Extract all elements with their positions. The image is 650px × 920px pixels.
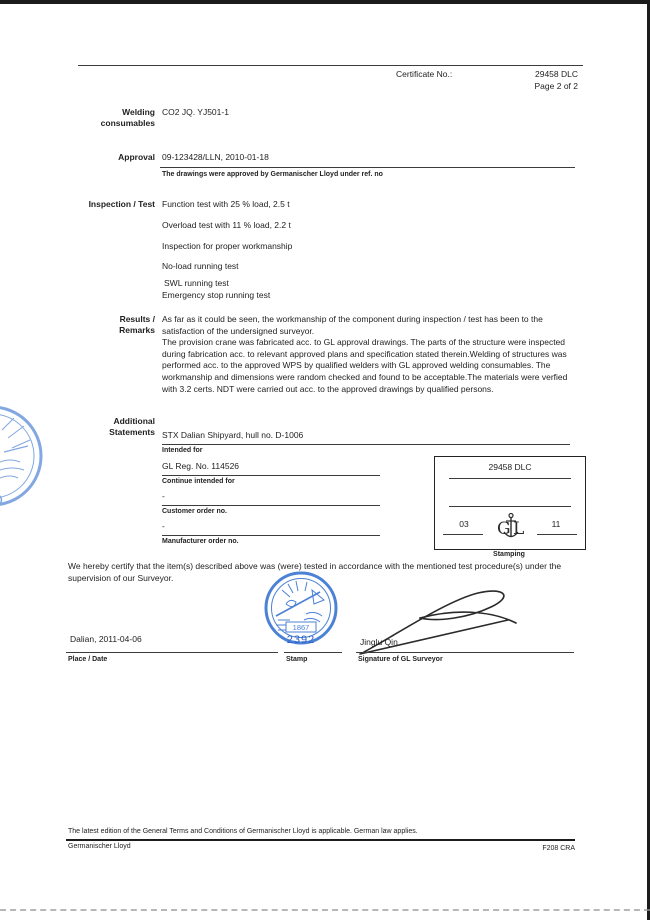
- surveyor-name: Jinglu Qin: [360, 637, 398, 647]
- place-date-line: [66, 652, 278, 653]
- left-partial-seal-stamp: [0, 400, 52, 512]
- svg-text:G: G: [497, 519, 511, 539]
- signature-label: Signature of GL Surveyor: [358, 656, 443, 663]
- additional-label-line2: Statements: [109, 427, 155, 437]
- stamping-box-line: [449, 478, 571, 479]
- footer-form-code: F208 CRA: [542, 845, 575, 852]
- inspection-item: Overload test with 11 % load, 2.2 t: [162, 220, 291, 230]
- approval-note: The drawings were approved by Germanischer Lloyd under ref. no: [162, 171, 383, 178]
- field-label-continue-intended-for: Continue intended for: [162, 478, 235, 485]
- page-info: Page 2 of 2: [534, 81, 578, 91]
- inspection-item: SWL running test: [164, 278, 229, 288]
- svg-text:L: L: [513, 519, 525, 539]
- place-date-label: Place / Date: [68, 656, 108, 663]
- scan-border-top: [0, 0, 650, 4]
- approval-label: Approval: [118, 152, 155, 162]
- field-underline: [162, 535, 380, 536]
- welding-label-line2: consumables: [100, 118, 155, 128]
- results-label-line1: Results /: [119, 314, 155, 324]
- scan-artifact-bottom-line: [0, 909, 650, 911]
- certify-statement: We hereby certify that the item(s) described above was (were) tested in accordance with the mentioned test procedure(s) under the supervision of our Surveyor.: [68, 561, 562, 583]
- stamping-box-left-value: 03: [459, 519, 469, 529]
- inspection-item: Inspection for proper workmanship: [162, 241, 293, 251]
- field-underline: [162, 505, 380, 506]
- field-underline: [162, 444, 570, 445]
- welding-label-line1: Welding: [122, 107, 155, 117]
- field-label-manufacturer-order: Manufacturer order no.: [162, 538, 239, 545]
- stamp-year-text: 1867: [292, 623, 310, 632]
- field-value-intended-for: STX Dalian Shipyard, hull no. D-1006: [162, 430, 304, 440]
- header-rule: [78, 65, 583, 66]
- inspection-item: Emergency stop running test: [162, 290, 271, 300]
- field-underline: [162, 475, 380, 476]
- results-paragraph-2: The provision crane was fabricated acc. to GL approval drawings. The parts of the structure were inspected during fabrication acc. to relevant approved plans and specification stated therein.Welding of structures was performed acc. to the approved WPS by qualified welders with GL approved welding consumables. The workmanship and dimensions were random checked and found to be acceptable.The materials were verfied with 3.2 certs. NDT were carried out acc. to the approved drawings by qualified persons.: [162, 337, 568, 394]
- stamp-line: [284, 652, 342, 653]
- stamping-box-line: [449, 506, 571, 507]
- inspection-item: No-load running test: [162, 261, 239, 271]
- stamping-box-caption: Stamping: [493, 551, 525, 558]
- field-value-manufacturer-order: -: [162, 521, 165, 531]
- field-value-customer-order: -: [162, 491, 165, 501]
- certificate-no-label: Certificate No.:: [396, 69, 453, 79]
- welding-value: CO2 JQ. YJ501-1: [162, 107, 229, 117]
- place-date-value: Dalian, 2011-04-06: [70, 634, 142, 644]
- stamp-number: 2392: [286, 634, 316, 646]
- inspection-label: Inspection / Test: [88, 199, 155, 209]
- stamping-box-line: [537, 534, 577, 535]
- gl-anchor-logo-icon: [494, 511, 528, 543]
- stamping-box-right-value: 11: [551, 519, 561, 529]
- stamping-box-certificate-no: 29458 DLC: [488, 462, 532, 472]
- approval-underline: [160, 167, 575, 168]
- signature-line: [356, 652, 574, 653]
- field-label-intended-for: Intended for: [162, 447, 203, 454]
- additional-label-line1: Additional: [113, 416, 155, 426]
- footer-rule: [66, 839, 575, 841]
- field-label-customer-order: Customer order no.: [162, 508, 227, 515]
- stamping-box: [434, 456, 586, 550]
- footer-company: Germanischer Lloyd: [68, 843, 131, 850]
- approval-value: 09-123428/LLN, 2010-01-18: [162, 152, 269, 162]
- inspection-item: Function test with 25 % load, 2.5 t: [162, 199, 290, 209]
- stamping-box-line: [443, 534, 483, 535]
- results-remarks-text: [162, 314, 582, 395]
- field-value-gl-reg-no: GL Reg. No. 114526: [162, 461, 240, 471]
- certificate-no-value: 29458 DLC: [534, 69, 578, 79]
- stamp-label: Stamp: [286, 656, 308, 663]
- results-paragraph-1: As far as it could be seen, the workmanship of the component during inspection / test has been to the satisfaction of the undersigned surveyor.: [162, 314, 543, 336]
- footer-terms: The latest edition of the General Terms and Conditions of Germanischer Lloyd is applicable. German law applies.: [68, 828, 418, 835]
- results-label-line2: Remarks: [119, 325, 155, 335]
